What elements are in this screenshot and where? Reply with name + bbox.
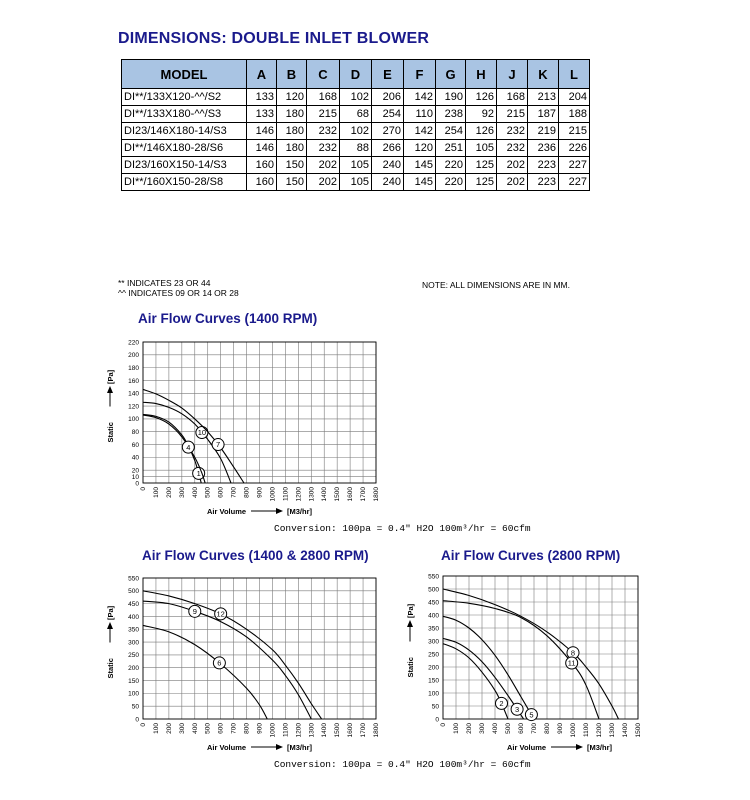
column-header-f: F — [404, 60, 436, 89]
dimension-cell: 202 — [497, 174, 528, 191]
y-axis-label: Static — [106, 422, 115, 443]
x-axis-arrow-head — [576, 744, 583, 750]
dimension-cell: 240 — [372, 157, 404, 174]
x-tick-label: 1200 — [295, 487, 303, 502]
y-tick-label: 550 — [128, 575, 139, 583]
dimension-cell: 232 — [497, 123, 528, 140]
x-tick-label: 400 — [492, 723, 499, 734]
dimension-cell: 105 — [340, 174, 372, 191]
y-axis-arrow-head — [107, 622, 113, 629]
curve-series-5 — [443, 616, 534, 719]
x-tick-label: 1100 — [282, 723, 290, 737]
dimension-cell: 105 — [340, 157, 372, 174]
y-tick-label: 100 — [128, 690, 139, 698]
x-tick-label: 1000 — [269, 723, 277, 738]
dimension-cell: 180 — [277, 106, 307, 123]
curve-label-7: 7 — [215, 440, 221, 450]
y-tick-label: 160 — [128, 377, 139, 385]
x-tick-label: 400 — [191, 487, 199, 498]
y-tick-label: 220 — [128, 339, 139, 347]
column-header-l: L — [559, 60, 590, 89]
x-axis-arrow-head — [276, 508, 283, 514]
dimension-cell: 126 — [466, 123, 497, 140]
x-tick-label: 100 — [453, 723, 460, 734]
x-tick-label: 1100 — [282, 487, 290, 501]
y-tick-label: 400 — [428, 612, 439, 620]
model-cell: DI**/133X120-^^/S2 — [122, 89, 247, 106]
dimension-cell: 240 — [372, 174, 404, 191]
x-tick-label: 900 — [557, 723, 564, 734]
x-axis-arrow-head — [276, 744, 283, 750]
y-tick-label: 80 — [131, 429, 139, 437]
x-tick-label: 1000 — [269, 487, 277, 502]
dimension-cell: 180 — [277, 140, 307, 157]
y-tick-label: 120 — [128, 403, 139, 411]
x-tick-label: 1300 — [308, 487, 316, 502]
dimension-cell: 105 — [466, 140, 497, 157]
y-tick-label: 250 — [428, 651, 439, 659]
x-tick-label: 1700 — [360, 487, 368, 502]
curve-label-1: 1 — [196, 469, 201, 479]
y-axis-arrow-head — [407, 620, 413, 627]
x-tick-label: 200 — [165, 723, 173, 734]
curve-label-4: 4 — [186, 442, 191, 452]
column-header-model: MODEL — [122, 60, 247, 89]
dimension-cell: 102 — [340, 123, 372, 140]
x-tick-label: 700 — [230, 487, 238, 498]
x-tick-label: 100 — [152, 487, 160, 498]
dimension-cell: 215 — [559, 123, 590, 140]
column-header-a: A — [247, 60, 277, 89]
y-axis-arrow-head — [107, 386, 113, 393]
dimension-cell: 204 — [559, 89, 590, 106]
curve-label-5: 5 — [529, 710, 534, 720]
dimension-cell: 215 — [307, 106, 340, 123]
curve-label-8: 8 — [570, 648, 576, 658]
dimension-cell: 160 — [247, 174, 277, 191]
dimension-cell: 125 — [466, 174, 497, 191]
x-tick-label: 1800 — [373, 723, 380, 738]
dimension-cell: 146 — [247, 123, 277, 140]
dimension-cell: 266 — [372, 140, 404, 157]
x-tick-label: 800 — [544, 723, 551, 734]
dimension-cell: 168 — [497, 89, 528, 106]
x-tick-label: 500 — [505, 723, 512, 734]
x-axis-unit: [M3/hr] — [287, 743, 312, 752]
dimension-cell: 236 — [528, 140, 559, 157]
x-tick-label: 600 — [518, 723, 525, 734]
x-tick-label: 300 — [479, 723, 486, 734]
y-tick-label: 450 — [428, 599, 439, 607]
model-cell: DI**/146X180-28/S6 — [122, 140, 247, 157]
dimension-cell: 227 — [559, 157, 590, 174]
dimension-cell: 120 — [277, 89, 307, 106]
note-line-2: ^^ INDICATES 09 OR 14 OR 28 — [118, 288, 239, 298]
y-tick-label: 100 — [428, 690, 439, 698]
dimension-cell: 223 — [528, 174, 559, 191]
dimension-cell: 220 — [436, 174, 466, 191]
chart-title-2800: Air Flow Curves (2800 RPM) — [441, 548, 621, 563]
y-tick-label: 150 — [428, 677, 439, 685]
x-axis-label: Air Volume — [507, 743, 547, 752]
x-tick-label: 1600 — [347, 487, 355, 502]
dimension-cell: 220 — [436, 157, 466, 174]
curve-series-6 — [143, 625, 267, 719]
x-tick-label: 800 — [243, 723, 251, 734]
dimension-cell: 142 — [404, 123, 436, 140]
y-tick-label: 450 — [128, 600, 139, 608]
y-tick-label: 350 — [428, 625, 439, 633]
x-tick-label: 500 — [204, 723, 212, 734]
dimension-cell: 202 — [497, 157, 528, 174]
dimension-cell: 215 — [497, 106, 528, 123]
y-tick-label: 0 — [135, 716, 139, 724]
x-tick-label: 1400 — [321, 487, 329, 502]
model-cell: DI23/160X150-14/S3 — [122, 157, 247, 174]
x-tick-label: 1500 — [635, 723, 642, 738]
x-tick-label: 1400 — [622, 723, 629, 738]
dimension-cell: 213 — [528, 89, 559, 106]
x-tick-label: 100 — [152, 723, 160, 734]
note-line-1: ** INDICATES 23 OR 44 — [118, 278, 211, 288]
plot-frame — [443, 576, 638, 719]
dimension-cell: 227 — [559, 174, 590, 191]
y-tick-label: 250 — [128, 652, 139, 660]
dimension-cell: 251 — [436, 140, 466, 157]
column-header-d: D — [340, 60, 372, 89]
dimension-cell: 206 — [372, 89, 404, 106]
y-tick-label: 500 — [428, 586, 439, 594]
model-cell: DI23/146X180-14/S3 — [122, 123, 247, 140]
curve-label-11: 11 — [567, 658, 576, 668]
x-tick-label: 700 — [230, 723, 238, 734]
y-tick-label: 550 — [428, 573, 439, 581]
conversion-note-bottom: Conversion: 100pa = 0.4" H2O 100m³/hr = 60cfm — [274, 759, 531, 770]
y-tick-label: 50 — [431, 703, 439, 711]
dimension-cell: 202 — [307, 174, 340, 191]
y-tick-label: 40 — [131, 454, 139, 462]
column-header-k: K — [528, 60, 559, 89]
y-tick-label: 350 — [128, 626, 139, 634]
curve-label-2: 2 — [499, 699, 504, 709]
x-axis-unit: [M3/hr] — [287, 507, 312, 516]
dimension-cell: 160 — [247, 157, 277, 174]
dimension-cell: 120 — [404, 140, 436, 157]
x-tick-label: 1000 — [570, 723, 577, 738]
dimension-cell: 126 — [466, 89, 497, 106]
y-tick-label: 50 — [131, 703, 139, 711]
x-tick-label: 1600 — [347, 723, 355, 738]
x-tick-label: 1200 — [596, 723, 603, 738]
dimension-cell: 180 — [277, 123, 307, 140]
dimension-cell: 254 — [436, 123, 466, 140]
x-tick-label: 600 — [217, 723, 225, 734]
x-tick-label: 1400 — [321, 723, 329, 738]
y-tick-label: 100 — [128, 416, 139, 424]
y-tick-label: 300 — [428, 638, 439, 646]
dimension-cell: 202 — [307, 157, 340, 174]
x-tick-label: 200 — [466, 723, 473, 734]
y-tick-label: 200 — [128, 352, 139, 360]
chart-title-1400: Air Flow Curves (1400 RPM) — [138, 311, 318, 326]
x-tick-label: 1200 — [295, 723, 303, 738]
y-axis-label: Static — [106, 658, 115, 679]
y-tick-label: 200 — [128, 665, 139, 673]
y-tick-label: 10 — [131, 473, 139, 481]
x-tick-label: 1700 — [360, 723, 368, 738]
note-units: NOTE: ALL DIMENSIONS ARE IN MM. — [422, 280, 570, 290]
column-header-e: E — [372, 60, 404, 89]
y-tick-label: 200 — [428, 664, 439, 672]
dimension-cell: 146 — [247, 140, 277, 157]
conversion-note-top: Conversion: 100pa = 0.4" H2O 100m³/hr = 60cfm — [274, 523, 531, 534]
dimension-cell: 102 — [340, 89, 372, 106]
curve-label-6: 6 — [217, 658, 222, 668]
dimension-cell: 133 — [247, 106, 277, 123]
y-tick-label: 180 — [128, 364, 139, 372]
x-tick-label: 1500 — [334, 487, 342, 502]
dimension-cell: 188 — [559, 106, 590, 123]
y-tick-label: 0 — [135, 480, 139, 488]
curve-label-9: 9 — [192, 607, 197, 617]
dimension-cell: 68 — [340, 106, 372, 123]
dimension-cell: 150 — [277, 157, 307, 174]
column-header-b: B — [277, 60, 307, 89]
x-tick-label: 900 — [256, 723, 264, 734]
y-axis-unit: [Pa] — [106, 605, 115, 620]
curve-label-10: 10 — [197, 428, 207, 438]
column-header-j: J — [497, 60, 528, 89]
x-tick-label: 200 — [165, 487, 173, 498]
dimension-cell: 190 — [436, 89, 466, 106]
dimension-cell: 88 — [340, 140, 372, 157]
x-tick-label: 1500 — [334, 723, 342, 738]
x-tick-label: 1300 — [609, 723, 616, 738]
x-tick-label: 1100 — [583, 723, 590, 737]
dimension-cell: 270 — [372, 123, 404, 140]
x-axis-label: Air Volume — [207, 743, 247, 752]
column-header-c: C — [307, 60, 340, 89]
x-axis-unit: [M3/hr] — [587, 743, 612, 752]
y-tick-label: 150 — [128, 677, 139, 685]
y-axis-unit: [Pa] — [106, 369, 115, 384]
x-tick-label: 0 — [140, 487, 147, 491]
model-cell: DI**/160X150-28/S8 — [122, 174, 247, 191]
dimension-cell: 145 — [404, 157, 436, 174]
dimension-cell: 232 — [307, 140, 340, 157]
x-axis-label: Air Volume — [207, 507, 247, 516]
curve-series-9 — [143, 601, 311, 719]
x-tick-label: 800 — [243, 487, 251, 498]
dimension-cell: 92 — [466, 106, 497, 123]
x-tick-label: 700 — [531, 723, 538, 734]
y-tick-label: 0 — [435, 716, 439, 724]
model-cell: DI**/133X180-^^/S3 — [122, 106, 247, 123]
dimension-cell: 150 — [277, 174, 307, 191]
y-axis-label: Static — [406, 657, 415, 678]
chart-title-1400-2800: Air Flow Curves (1400 & 2800 RPM) — [142, 548, 369, 563]
y-tick-label: 60 — [131, 441, 139, 449]
dimension-cell: 142 — [404, 89, 436, 106]
x-tick-label: 300 — [178, 723, 186, 734]
y-tick-label: 500 — [128, 588, 139, 596]
x-tick-label: 400 — [191, 723, 199, 734]
dimension-cell: 223 — [528, 157, 559, 174]
curve-label-12: 12 — [216, 609, 225, 619]
x-tick-label: 300 — [178, 487, 186, 498]
dimension-cell: 254 — [372, 106, 404, 123]
dimension-cell: 219 — [528, 123, 559, 140]
x-tick-label: 1300 — [308, 723, 316, 738]
y-tick-label: 140 — [128, 390, 139, 398]
dimension-cell: 232 — [307, 123, 340, 140]
y-axis-unit: [Pa] — [406, 603, 415, 618]
dimension-cell: 187 — [528, 106, 559, 123]
y-tick-label: 300 — [128, 639, 139, 647]
column-header-h: H — [466, 60, 497, 89]
dimension-cell: 168 — [307, 89, 340, 106]
dimension-cell: 133 — [247, 89, 277, 106]
curve-label-3: 3 — [515, 704, 520, 714]
x-tick-label: 600 — [217, 487, 225, 498]
dimension-cell: 145 — [404, 174, 436, 191]
page-title: DIMENSIONS: DOUBLE INLET BLOWER — [118, 30, 430, 47]
x-tick-label: 500 — [204, 487, 212, 498]
x-tick-label: 0 — [440, 723, 447, 727]
y-tick-label: 400 — [128, 613, 139, 621]
dimension-cell: 110 — [404, 106, 436, 123]
dimension-cell: 226 — [559, 140, 590, 157]
dimension-cell: 125 — [466, 157, 497, 174]
x-tick-label: 900 — [256, 487, 264, 498]
x-tick-label: 1800 — [373, 487, 380, 502]
dimension-cell: 238 — [436, 106, 466, 123]
column-header-g: G — [436, 60, 466, 89]
y-tick-label: 20 — [131, 467, 139, 475]
x-tick-label: 0 — [140, 723, 147, 727]
dimension-cell: 232 — [497, 140, 528, 157]
